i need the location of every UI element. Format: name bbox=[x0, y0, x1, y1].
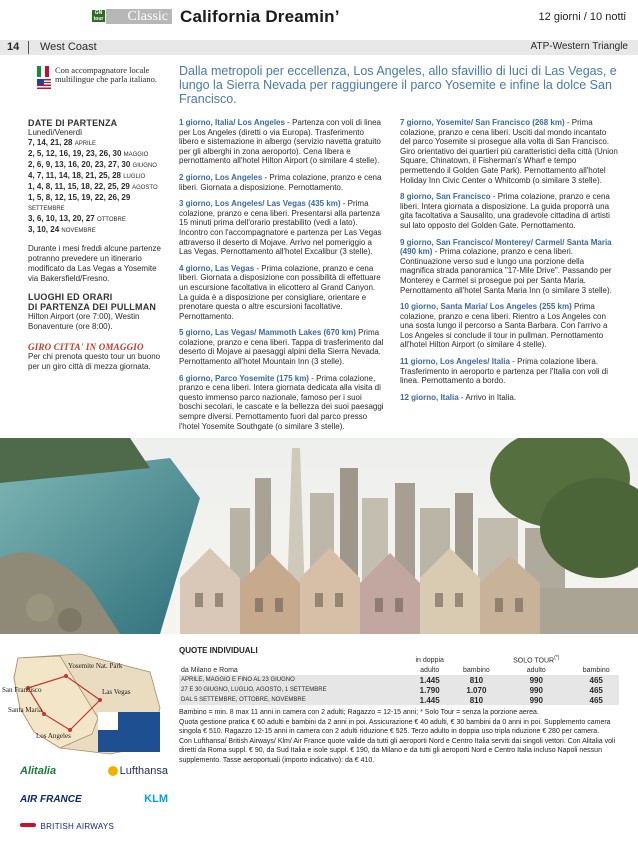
departure-date-row: 1, 4, 8, 11, 15, 18, 22, 25, 29 AGOSTO bbox=[28, 182, 158, 191]
route-map bbox=[0, 648, 168, 760]
itinerary-day: 8 giorno, San Francisco - Prima colazione, pranzo e cena liberi. Intera giornata a disposizione. La guida proporrà una gita facoltativa a Sausalito, una gradevole cittadina di artisti sul lato opposto del Golden Gate. Pernottamento. bbox=[400, 192, 610, 230]
quote-origin: da Milano e Roma bbox=[181, 666, 238, 674]
col-adult: adulto bbox=[420, 666, 440, 674]
col-solo-child: bambino bbox=[582, 666, 610, 674]
tour-operator-logo: GN tour bbox=[93, 10, 104, 22]
pullman-title-2: DI PARTENZA DEI PULLMAN bbox=[28, 302, 157, 312]
col-double: in doppia bbox=[415, 656, 444, 664]
region-label: West Coast bbox=[40, 41, 97, 53]
lufthansa-crane-icon bbox=[108, 766, 118, 776]
itinerary-day: 6 giorno, Parco Yosemite (175 km) - Prima colazione, pranzo e cena liberi. Intera giornata dedicata alla visita di questo immenso parco nazionale, famoso per i suoi boschi secolari, le cascate e la bellezza dei suoi paesaggi sempre diversi. Pernottamento fuori dal parco presso l'hotel Yosemite Southgate (o similare 3 stelle). bbox=[179, 373, 384, 431]
map-city-santa-maria: Santa Maria bbox=[8, 706, 43, 714]
itinerary-day: 1 giorno, Italia/ Los Angeles - Partenza con voli di linea per Los Angeles (diretti o via Europa). Trasferimento libero e sistemazione in albergo (servizio navetta gratuito per gli alberghi in zona aeroporto). Cena libera e pernottamento all'hotel Hilton Airport (o similare 4 stelle). bbox=[179, 118, 382, 166]
itinerary-column-right bbox=[400, 118, 618, 409]
guide-note: Con accompagnatore locale multilingue che parla italiano. bbox=[55, 65, 157, 84]
departure-date-row: 1, 5, 8, 12, 15, 19, 22, 26, 29 SETTEMBRE bbox=[28, 193, 131, 212]
giro-title: GIRO CITTA' IN OMAGGIO bbox=[28, 342, 144, 352]
itinerary-day: 10 giorno, Santa Maria/ Los Angeles (255 km) Prima colazione, pranzo e cena liberi. Rientro a Los Angeles con una sosta lungo il percorso a Santa Barbara. Con l'arrivo a Los Angeles si conclude il tour in pullman. Pernottamento all'hotel Hilton Airport (o similare 4 stelle). bbox=[400, 302, 608, 350]
departure-date-row: 3, 6, 10, 13, 20, 27 OTTOBRE bbox=[28, 214, 126, 223]
lufthansa-logo: Lufthansa bbox=[108, 765, 168, 777]
tour-code: ATP-Western Triangle bbox=[530, 41, 628, 52]
col-solo-tour: SOLO TOUR(*) bbox=[513, 655, 560, 665]
price-table bbox=[179, 655, 619, 705]
departure-date-row: 2, 5, 12, 16, 19, 23, 26, 30 MAGGIO bbox=[28, 149, 149, 158]
pullman-text: Hilton Airport (ore 7:00), Westin Bonaventure (ore 8:00). bbox=[28, 312, 140, 331]
itinerary-day: 4 giorno, Las Vegas - Prima colazione, pranzo e cena liberi. Giornata a disposizione con possibilità di effettuare un escursione facoltativa in elicottero al Grand Canyon. La guida è a disposizione per consigliare, orientare e prenotare questa o altre escursioni facoltative. Pernottamento. bbox=[179, 263, 381, 321]
series-badge: Classic bbox=[106, 9, 172, 24]
pullman-title-1: LUOGHI ED ORARI bbox=[28, 292, 113, 302]
map-city-las-vegas: Las Vegas bbox=[102, 688, 131, 696]
col-solo-adult: adulto bbox=[526, 666, 546, 674]
departure-date-row: 3, 10, 24 NOVEMBRE bbox=[28, 225, 96, 234]
price-note: Bambino = min. 8 max 11 anni in camera con 2 adulti; Ragazzo = 12-15 anni; * Solo Tour = senza la porzione aerea. bbox=[179, 709, 539, 716]
itinerary-day: 3 giorno, Los Angeles/ Las Vegas (435 km) - Prima colazione, pranzo e cena liberi. Presentarsi alla partenza 15 minuti prima dell'orario prestabilito (vedi a lato). Incontro con l'accompagnatore e partenza per Las Vegas attraverso il deserto di Mojave. Arrivo nel pomeriggio a Las Vegas. Pernottamento all'hotel Excalibur (3 stelle). bbox=[179, 199, 382, 257]
ba-ribbon-icon bbox=[20, 823, 36, 827]
departure-date-row: 7, 14, 21, 28 APRILE bbox=[28, 138, 97, 147]
price-table-title: QUOTE INDIVIDUALI bbox=[179, 646, 258, 655]
page-number: 14 bbox=[7, 41, 20, 53]
airline-logos bbox=[20, 762, 168, 852]
departures-column bbox=[28, 118, 168, 372]
price-row: APRILE, MAGGIO E FINO AL 23 GIUGNO 1.445 810 990 465 bbox=[179, 675, 619, 685]
itinerary-day: 2 giorno, Los Angeles - Prima colazione, pranzo e cena liberi. Giornata a disposizione. Pernottamento. bbox=[179, 172, 382, 192]
price-note: Con Lufthansa/ British Airways/ Klm/ Air France quote valide da tutti gli aeroporti Nord e Centro Italia serviti dai singoli vettori. Con Alitalia voli diretti da Roma suppl. € 90, da Sud Italia e isole suppl. € 190, da Milano e da tutti gli aeroporti Nord e Centro Italia incluso Napoli nessun supplemento. Tasse aeroportuali (importo indicativo): da € 410. bbox=[179, 737, 616, 764]
price-row: DAL 5 SETTEMBRE, OTTOBRE, NOVEMBRE 1.445 810 990 465 bbox=[179, 695, 619, 705]
map-city-yosemite: Yosemite Nat. Park bbox=[68, 662, 123, 670]
departure-dates-list bbox=[28, 138, 168, 236]
itinerary-day: 11 giorno, Los Angeles/ Italia - Prima colazione libera. Trasferimento in aeroporto e partenza per l'Italia con voli di linea. Pernottamento a bordo. bbox=[400, 357, 609, 386]
giro-text: Per chi prenota questo tour un buono per un giro città di mezza giornata. bbox=[28, 352, 161, 371]
price-note: Quota gestione pratica € 60 adulti e bambini da 2 anni in poi. Assicurazione € 40 adulti, € 30 bambini da 0 anni in poi. Supplemento camera singola € 510. Ragazzo 12-15 anni in camera con 2 adulti riduzione € 525. Terzo adulto in doppia uso tripla riduzione € 280 per camera. bbox=[179, 718, 611, 736]
usa-flag-icon bbox=[37, 79, 51, 89]
itinerary-day: 12 giorno, Italia - Arrivo in Italia. bbox=[400, 392, 517, 402]
intro-text: Dalla metropoli per eccellenza, Los Angeles, allo sfavillio di luci di Las Vegas, e lungo la Sierra Nevada per raggiungere il parco Yosemite e infine la dolce San Francisco. bbox=[179, 64, 617, 106]
itinerary-day: 9 giorno, San Francisco/ Monterey/ Carmel/ Santa Maria (490 km) - Prima colazione, pranzo e cena liberi. Continuazione verso sud e lungo una porzione della magnifica strada panoramica "17-Mile Drive". Passando per Monterey e Carmel si prosegue poi per Santa Maria. Pernottamento all'hotel Santa Maria Inn (o similare 3 stelle). bbox=[400, 237, 612, 295]
itinerary-day: 5 giorno, Las Vegas/ Mammoth Lakes (670 km) Prima colazione, pranzo e cena liberi. Tappa di trasferimento dal deserto di Mojave ai paesaggi alpini della Sierra Nevada. Pernottamento all'hotel Mountain Inn (3 stelle). bbox=[179, 328, 384, 367]
tour-duration: 12 giorni / 10 notti bbox=[538, 11, 626, 23]
price-table-section bbox=[179, 646, 619, 766]
british-airways-logo: BRITISH AIRWAYS bbox=[20, 816, 168, 834]
air-france-logo: AIR FRANCE bbox=[20, 793, 82, 805]
price-row: 27 E 30 GIUGNO, LUGLIO, AGOSTO, 1 SETTEMBRE 1.790 1.070 990 465 bbox=[179, 685, 619, 695]
departure-date-row: 2, 6, 9, 13, 16, 20, 23, 27, 30 GIUGNO bbox=[28, 160, 157, 169]
divider bbox=[28, 41, 29, 54]
itinerary-day: 7 giorno, Yosemite/ San Francisco (268 km) - Prima colazione, pranzo e cena liberi. Usciti dal mondo incantato del parco Yosemite si prosegue alla volta di San Francisco. Giro orientativo dei quartieri più caratteristici della città (Union Square, Chinatown, il Fisherman's Wharf e tempo permettendo il Golden Gate Park). Pernottamento all'hotel Holiday Inn Civic Center o Whitcomb (o similare 3 stelle). bbox=[400, 118, 618, 185]
col-child: bambino bbox=[462, 666, 490, 674]
map-city-sf: San Francisco bbox=[2, 686, 42, 694]
page-title: California Dreamin’ bbox=[180, 7, 340, 26]
departure-days: Lunedì/Venerdì bbox=[28, 128, 83, 137]
winter-note: Durante i mesi freddi alcune partenze potranno prevedere un itinerario modificato da Las Vegas a Yosemite via Bakersfield/Fresno. bbox=[28, 244, 161, 283]
departures-title: DATE DI PARTENZA bbox=[28, 118, 118, 128]
italy-flag-icon bbox=[37, 66, 49, 77]
itinerary-column-left bbox=[179, 118, 384, 438]
departure-date-row: 4, 7, 11, 14, 18, 21, 25, 28 LUGLIO bbox=[28, 171, 146, 180]
scenic-photo bbox=[0, 438, 638, 634]
map-city-la: Los Angeles bbox=[36, 732, 71, 740]
alitalia-logo: Alitalia bbox=[20, 765, 57, 777]
klm-logo: KLM bbox=[144, 793, 168, 805]
price-notes bbox=[179, 708, 619, 766]
